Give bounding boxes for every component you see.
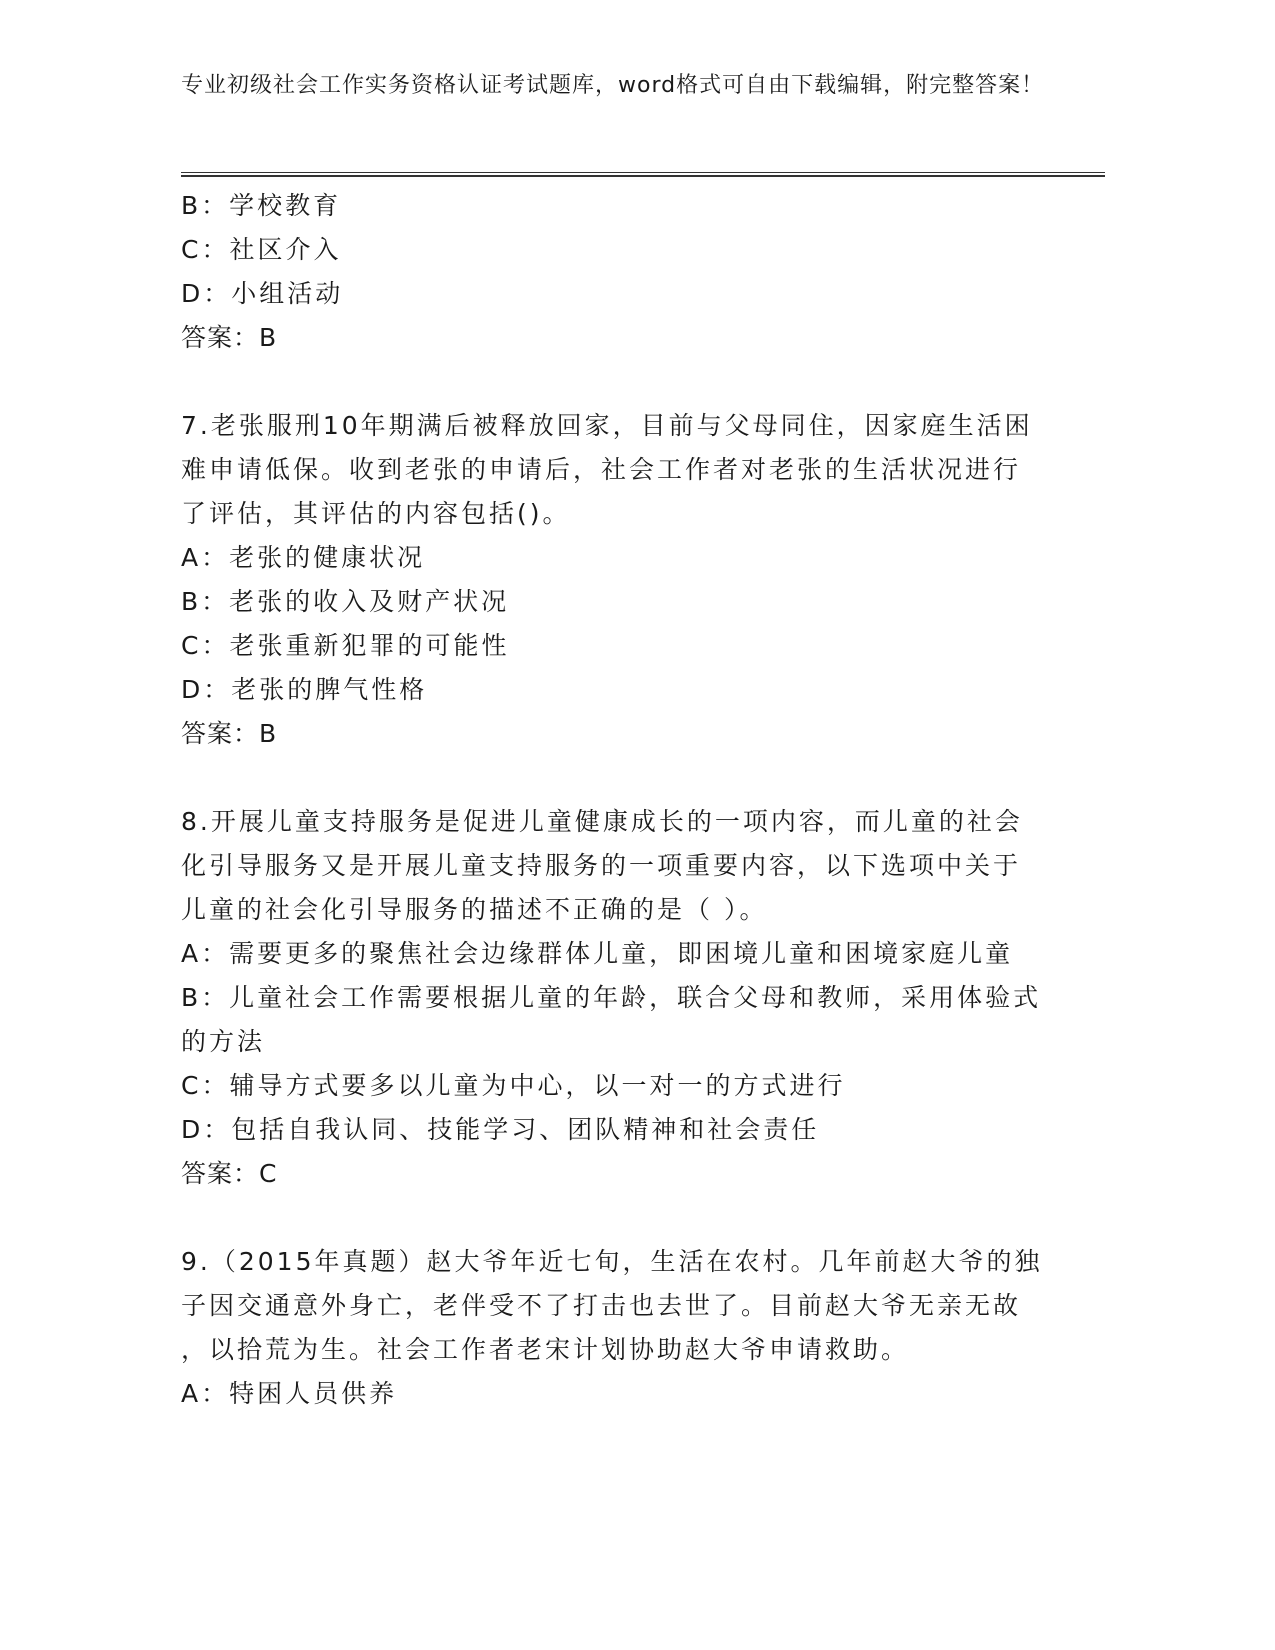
question-8-option-c: C：辅导方式要多以儿童为中心，以一对一的方式进行 [181,1071,846,1100]
question-8 [181,800,1042,1196]
question-9-stem-line: ，以拾荒为生。社会工作者老宋计划协助赵大爷申请救助。 [181,1335,910,1364]
question-9-stem-line: 子因交通意外身亡，老伴受不了打击也去世了。目前赵大爷无亲无故 [181,1291,1022,1320]
question-7 [181,404,1031,756]
question-8-answer: 答案：C [181,1159,278,1188]
spacer [181,756,1031,800]
question-9-option-a: A：特困人员供养 [181,1379,398,1408]
question-9 [181,1240,1043,1416]
question-7-option-d: D：老张的脾气性格 [181,675,428,704]
question-8-option-a: A：需要更多的聚焦社会边缘群体儿童，即困境儿童和困境家庭儿童 [181,939,1014,968]
question-7-answer: 答案：B [181,719,278,748]
question-7-option-c: C：老张重新犯罪的可能性 [181,631,510,660]
document-body [181,184,1043,1416]
question-7-option-a: A：老张的健康状况 [181,543,426,572]
question-9-stem-line: 9.（2015年真题）赵大爷年近七旬，生活在农村。几年前赵大爷的独 [181,1247,1043,1276]
question-8-stem-line: 儿童的社会化引导服务的描述不正确的是（ ）。 [181,895,768,924]
question-7-option-b: B：老张的收入及财产状况 [181,587,510,616]
question-6 [181,184,1031,360]
question-8-option-b-continued: 的方法 [181,1027,266,1056]
question-6-option-b: B：学校教育 [181,191,342,220]
page-header [181,70,1051,102]
question-7-stem-line: 了评估，其评估的内容包括()。 [181,499,571,528]
header-text: 专业初级社会工作实务资格认证考试题库，word格式可自由下载编辑，附完整答案！ [181,73,1045,98]
spacer [181,360,1031,404]
question-7-stem-line: 难申请低保。收到老张的申请后，社会工作者对老张的生活状况进行 [181,455,1022,484]
question-8-stem-line: 8.开展儿童支持服务是促进儿童健康成长的一项内容，而儿童的社会 [181,807,1023,836]
question-8-stem-line: 化引导服务又是开展儿童支持服务的一项重要内容，以下选项中关于 [181,851,1022,880]
header-divider [181,172,1105,177]
question-6-answer: 答案：B [181,323,278,352]
question-6-option-d: D：小组活动 [181,279,344,308]
question-8-option-d: D：包括自我认同、技能学习、团队精神和社会责任 [181,1115,820,1144]
question-8-option-b: B：儿童社会工作需要根据儿童的年龄，联合父母和教师，采用体验式 [181,983,1042,1012]
question-6-option-c: C：社区介入 [181,235,342,264]
spacer [181,1196,1031,1240]
question-7-stem-line: 7.老张服刑10年期满后被释放回家，目前与父母同住，因家庭生活困 [181,411,1033,440]
